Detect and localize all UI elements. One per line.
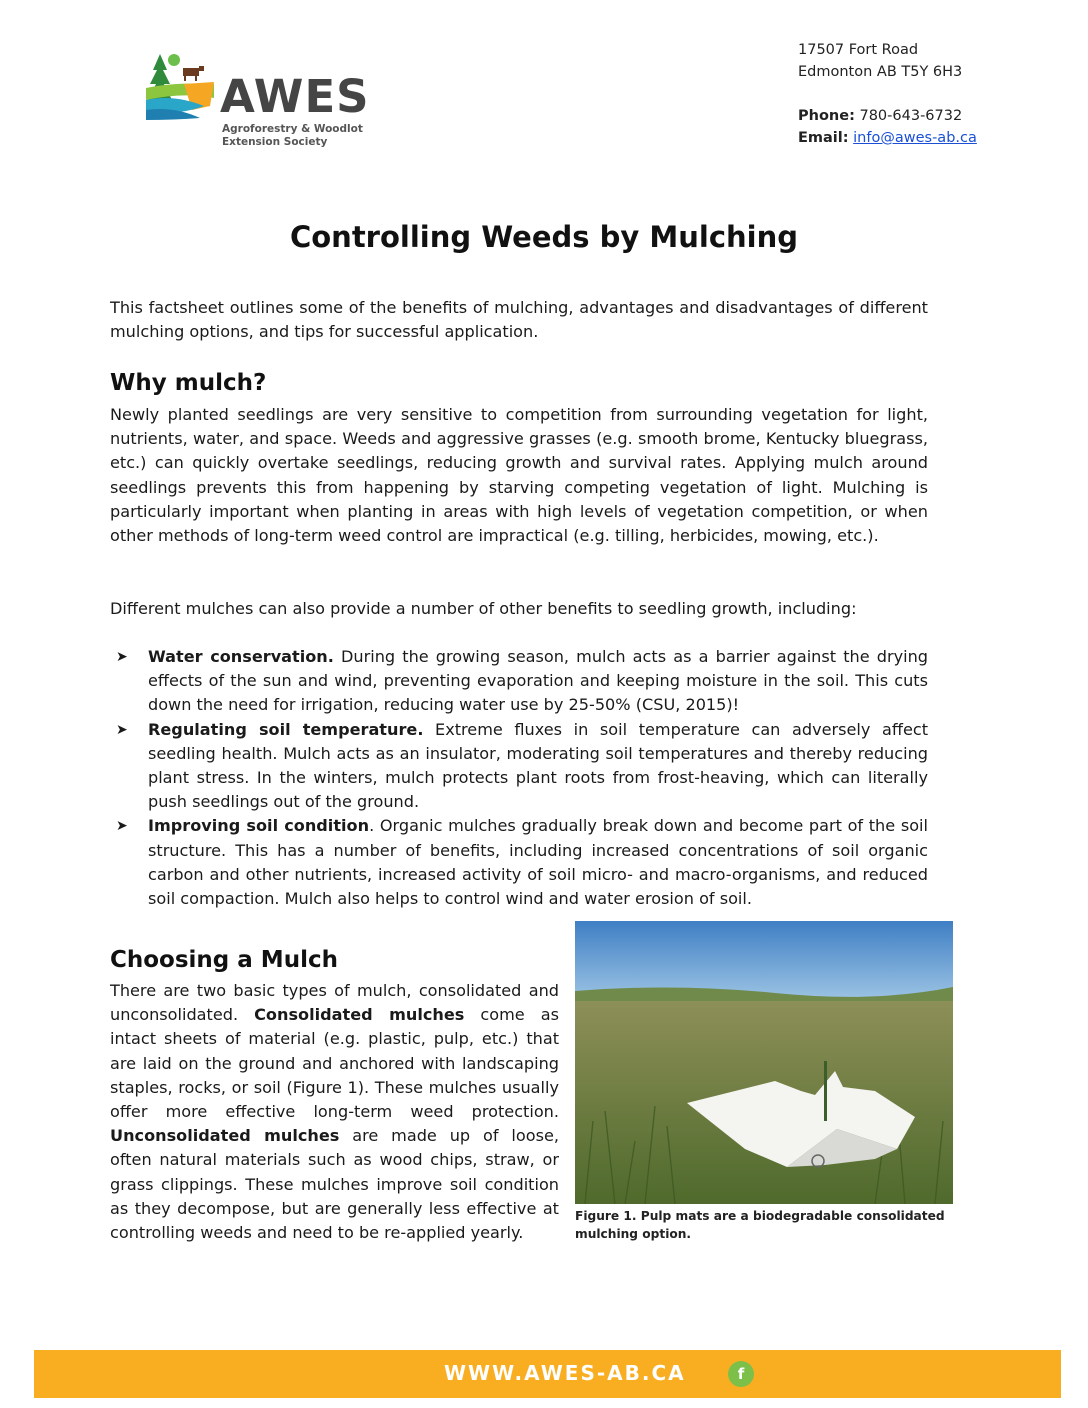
choosing-text-1: There are two basic types of mulch, consolidated and unconsolidated. <box>110 981 559 1025</box>
phone-label: Phone: <box>798 108 855 124</box>
choosing-mulch-paragraph <box>110 979 559 1245</box>
footer-bar <box>34 1350 1061 1398</box>
bullet-bold: Water conservation. <box>148 647 334 666</box>
phone-line <box>798 105 977 127</box>
address-line-1: 17507 Fort Road <box>798 42 919 58</box>
contact-info <box>798 39 977 149</box>
contact-spacer <box>798 83 977 105</box>
arrow-bullet-icon: ➤ <box>116 818 128 835</box>
phone-number: 780-643-6732 <box>859 108 963 124</box>
benefits-intro-paragraph: Different mulches can also provide a number of other benefits to seedling growth, including: <box>110 599 857 618</box>
awes-logo <box>144 48 374 158</box>
bullet-text: Extreme fluxes in soil temperature can adversely affect seedling health. Mulch acts as an insulator, moderating soil temperatures and thereby reducing plant stress. In the winters, mulch protects plant roots from frost-heaving, which can literally push seedlings out of the ground. <box>148 719 929 812</box>
why-mulch-paragraph: Newly planted seedlings are very sensitive to competition from surrounding vegetation for light, nutrients, water, and space. Weeds and aggressive grasses (e.g. smooth brome, Kentucky bluegrass, etc.) can quickly overtake seedlings, reducing growth and survival rates. Applying mulch around seedlings prevents this from happening by starving competing vegetation of light. Mulching is particularly important when planting in areas with high levels of vegetation competition, or when other methods of long-term weed control are impractical (e.g. tilling, herbicides, mowing, etc.). <box>110 405 928 546</box>
email-label: Email: <box>798 130 849 146</box>
page-title: Controlling Weeds by Mulching <box>289 220 799 254</box>
logo-landscape-icon <box>144 48 224 128</box>
bullet-bold: Regulating soil temperature. <box>148 719 424 739</box>
consolidated-term: Consolidated mulches <box>254 1005 465 1025</box>
arrow-bullet-icon: ➤ <box>116 721 128 738</box>
benefits-list <box>110 645 928 911</box>
pulp-mat-photo-illustration <box>575 921 953 1204</box>
unconsolidated-term: Unconsolidated mulches <box>110 1126 340 1146</box>
bullet-text: During the growing season, mulch acts as a barrier against the drying effects of the sun and wind, preventing evaporation and keeping moisture in the soil. This cuts down the need for irrigation, reducing water use by 25-50% (CSU, 2015)! <box>148 647 928 715</box>
list-item <box>110 814 928 911</box>
choosing-text-3: are made up of loose, often natural materials such as wood chips, straw, or grass clippings. These mulches improve soil condition as they decompose, but are generally less effective at controlling weeds and need to be re-applied yearly. <box>110 1126 559 1243</box>
choosing-mulch-heading: Choosing a Mulch <box>110 947 338 973</box>
arrow-bullet-icon: ➤ <box>116 649 128 665</box>
choosing-text-2: come as intact sheets of material (e.g. plastic, pulp, etc.) that are laid on the ground and anchored with landscaping staples, rocks, or soil (Figure 1). These mulches usually offer more effective long-term weed protection. <box>110 1005 559 1122</box>
email-line <box>798 127 977 149</box>
figure-1-caption: Figure 1. Pulp mats are a biodegradable consolidated mulching option. <box>575 1209 945 1241</box>
logo-wordmark: AWES <box>220 70 370 123</box>
list-item <box>110 645 928 718</box>
intro-paragraph: This factsheet outlines some of the benefits of mulching, advantages and disadvantages of different mulching options, and tips for successful application. <box>110 298 928 342</box>
bullet-bold: Improving soil condition <box>148 816 370 836</box>
facebook-icon[interactable]: f <box>728 1361 754 1387</box>
bullet-text: . Organic mulches gradually break down and become part of the soil structure. This has a number of benefits, including increased concentrations of soil organic carbon and other nutrients, increased activity of soil micro- and macro-organisms, and reduced soil compaction. Mulch also helps to control wind and water erosion of soil. <box>148 816 928 909</box>
why-mulch-heading: Why mulch? <box>110 370 267 396</box>
logo-subtitle <box>222 123 363 149</box>
list-item <box>110 718 928 815</box>
logo-subtitle-line-2: Extension Society <box>222 136 328 148</box>
figure-1-photo <box>575 921 953 1204</box>
address-line-2: Edmonton AB T5Y 6H3 <box>798 64 963 80</box>
logo-subtitle-line-1: Agroforestry & Woodlot <box>222 123 363 135</box>
footer-website-link[interactable]: WWW.AWES-AB.CA <box>444 1361 686 1385</box>
email-link[interactable]: info@awes-ab.ca <box>853 130 977 146</box>
